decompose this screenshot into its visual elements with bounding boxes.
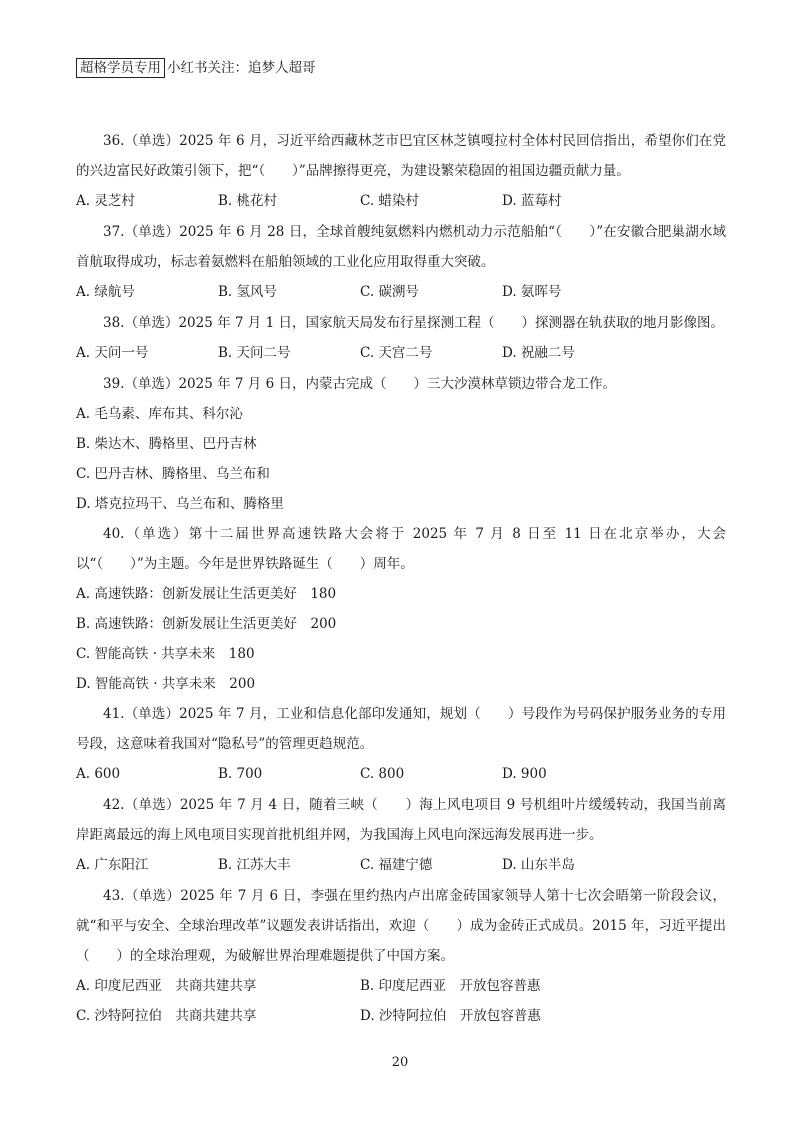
option-b: B. 氢风号: [218, 284, 278, 300]
question-37: [76, 217, 726, 307]
option-b: B. 高速铁路：创新发展让生活更美好 200: [76, 616, 337, 632]
option-d: D. 氨晖号: [502, 284, 562, 300]
option-c: C. 天宫二号: [360, 345, 433, 361]
question-text: 43.（单选）2025 年 7 月 6 日，李强在里约热内卢出席金砖国家领导人第十七次会晤第一阶段会议，就“和平与安全、全球治理改革”议题发表讲话指出，欢迎（ ）成为金砖正式成员。2015 年，习近平提出（ ）的全球治理观，为破解世界治理难题提供了中国方案。: [76, 888, 726, 964]
question-42: [76, 790, 726, 880]
option-a: A. 600: [76, 766, 121, 782]
option-d: D. 山东半岛: [502, 857, 575, 873]
option-a: A. 灵芝村: [76, 193, 135, 209]
options: [76, 971, 726, 1031]
option-c: C. 巴丹吉林、腾格里、乌兰布和: [76, 466, 270, 482]
option-c: C. 800: [360, 766, 405, 782]
option-a: A. 天问一号: [76, 345, 149, 361]
options: [76, 850, 726, 880]
option-b: B. 天问二号: [218, 345, 291, 361]
question-text: 39.（单选）2025 年 7 月 6 日，内蒙古完成（ ）三大沙漠林草锁边带合龙工作。: [103, 376, 616, 392]
question-text: 41.（单选）2025 年 7 月，工业和信息化部印发通知，规划（ ）号段作为号码保护服务业务的专用号段，这意味着我国对“隐私号”的管理更趋规范。: [76, 706, 726, 752]
option-c: C. 蜡染村: [360, 193, 419, 209]
question-text: 37.（单选）2025 年 6 月 28 日，全球首艘纯氨燃料内燃机动力示范船舶“（ ）”在安徽合肥巢湖水域首航取得成功，标志着氨燃料在船舶领域的工业化应用取得重大突破。: [76, 224, 726, 270]
question-text: 40.（单选）第十二届世界高速铁路大会将于 2025 年 7 月 8 日至 11 日在北京举办，大会以“（ ）”为主题。今年是世界铁路诞生（ ）周年。: [76, 526, 726, 572]
question-36: [76, 126, 726, 216]
option-a: A. 印度尼西亚 共商共建共享: [76, 978, 257, 994]
option-d: D. 900: [502, 766, 547, 782]
header-note: 小红书关注：追梦人超哥: [167, 60, 316, 76]
question-list: [76, 126, 726, 1031]
option-a: A. 广东阳江: [76, 857, 149, 873]
question-text: 38.（单选）2025 年 7 月 1 日，国家航天局发布行星探测工程（ ）探测器在轨获取的地月影像图。: [103, 315, 724, 331]
option-a: A. 毛乌素、库布其、科尔沁: [76, 406, 243, 422]
option-d: D. 智能高铁 · 共享未来 200: [76, 676, 256, 692]
page-number: 20: [391, 1055, 409, 1070]
option-d: D. 蓝莓村: [502, 193, 562, 209]
header-badge: 超格学员专用: [76, 58, 165, 78]
question-43: [76, 881, 726, 1031]
option-c: C. 碳溯号: [360, 284, 419, 300]
question-text: 42.（单选）2025 年 7 月 4 日，随着三峡（ ）海上风电项目 9 号机组叶片缓缓转动，我国当前离岸距离最远的海上风电项目实现首批机组并网，为我国海上风电向深远海发展再进一步。: [76, 797, 726, 843]
option-c: C. 沙特阿拉伯 共商共建共享: [76, 1008, 257, 1024]
option-a: A. 绿航号: [76, 284, 135, 300]
question-41: [76, 699, 726, 789]
option-b: B. 700: [218, 766, 263, 782]
page-header: [76, 58, 316, 78]
options: [76, 579, 726, 699]
option-a: A. 高速铁路：创新发展让生活更美好 180: [76, 586, 337, 602]
options: [76, 759, 726, 789]
option-b: B. 印度尼西亚 开放包容普惠: [360, 978, 541, 994]
option-d: D. 塔克拉玛干、乌兰布和、腾格里: [76, 496, 284, 512]
options: [76, 399, 726, 519]
option-d: D. 祝融二号: [502, 345, 575, 361]
option-c: C. 智能高铁 · 共享未来 180: [76, 646, 255, 662]
options: [76, 338, 726, 368]
option-b: B. 桃花村: [218, 193, 278, 209]
option-b: B. 江苏大丰: [218, 857, 291, 873]
options: [76, 277, 726, 307]
question-40: [76, 519, 726, 699]
option-b: B. 柴达木、腾格里、巴丹吉林: [76, 436, 257, 452]
question-text: 36.（单选）2025 年 6 月，习近平给西藏林芝市巴宜区林芝镇嘎拉村全体村民回信指出，希望你们在党的兴边富民好政策引领下，把“（ ）”品牌擦得更亮，为建设繁荣稳固的祖国边疆贡献力量。: [76, 133, 726, 179]
question-38: [76, 308, 726, 368]
option-d: D. 沙特阿拉伯 开放包容普惠: [360, 1008, 541, 1024]
options: [76, 186, 726, 216]
question-39: [76, 369, 726, 519]
option-c: C. 福建宁德: [360, 857, 433, 873]
